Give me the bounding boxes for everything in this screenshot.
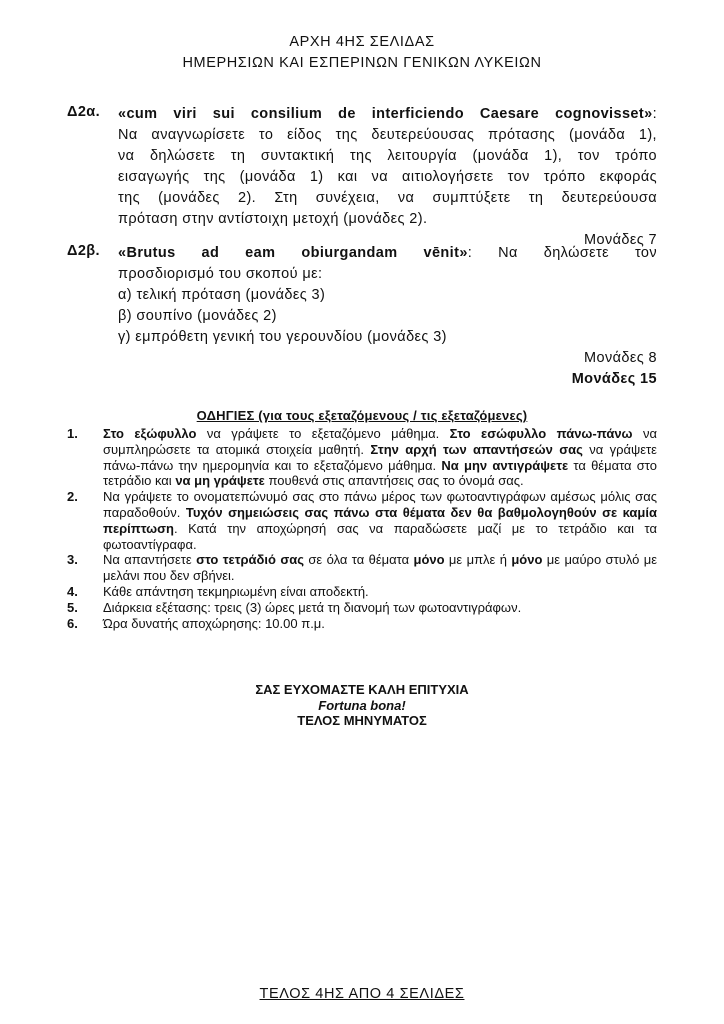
question-text: : Να δηλώσετε τον [467,245,657,261]
page-footer: ΤΕΛΟΣ 4ΗΣ ΑΠΟ 4 ΣΕΛΙΔΕΣ [259,986,465,1002]
instruction-segment: . Κατά την αποχώρησή σας να παραδώσετε μαζί με το τετράδιο και τα φωτοαντίγραφα. [103,520,657,552]
instruction-emphasis: μόνο [511,552,543,568]
latin-quote: «cum viri sui consilium de interficiendo Caesare cognovisset» [118,106,653,122]
instruction-segment: να συμπληρώσετε τα ατομικά στοιχεία μαθητή. [103,426,657,457]
instruction-text [103,600,657,616]
instructions-list [67,426,657,631]
closing-line-3: ΤΕΛΟΣ ΜΗΝΥΜΑΤΟΣ [297,713,427,728]
question-first-line [118,104,657,125]
instruction-segment: τα θέματα στο τετράδιο και [103,457,657,489]
question-line: πρόταση στην αντίστοιχη μετοχή (μονάδες 2). [118,211,428,227]
question-d2a [67,104,657,251]
instruction-item [67,616,657,632]
instruction-emphasis: Στο εξώφυλλο [103,426,197,441]
instruction-segment: Διάρκεια εξέτασης: τρεις (3) ώρες μετά τη διανομή των φωτοαντιγράφων. [103,599,522,615]
question-total-marks: Μονάδες 15 [571,371,657,387]
question-marks: Μονάδες 7 [584,232,657,248]
instruction-segment: Ώρα δυνατής αποχώρησης: 10.00 π.μ. [103,615,325,631]
instruction-number: 4. [67,583,78,599]
question-d2b [67,243,657,390]
question-line: εισαγωγής της (μονάδα 1) και να αιτιολογήσετε τον τρόπο εκφοράς [118,169,657,185]
quote-colon: : [652,106,657,122]
question-line: να δηλώσετε τη συντακτική της λειτουργία (μονάδα 1), τον τρόπο [118,148,657,164]
instruction-emphasis: Στο εσώφυλλο πάνω-πάνω [449,426,633,441]
question-line: προσδιορισμό του σκοπού με: [118,266,323,282]
question-first-line [118,243,657,264]
instruction-emphasis: Στην αρχή των απαντήσεών σας [370,441,583,457]
instruction-number: 5. [67,599,78,615]
instruction-segment: να γράψετε πάνω-πάνω την ημερομηνία και το εξεταζόμενο μάθημα. [103,441,657,473]
instruction-segment: με μαύρο στυλό με μελάνι που δεν σβήνει. [103,552,658,584]
instruction-item [67,552,657,584]
instruction-item [67,426,657,489]
instruction-text [103,584,657,600]
instruction-segment: Να απαντήσετε [103,552,197,568]
page-header-line-2: ΗΜΕΡΗΣΙΩΝ ΚΑΙ ΕΣΠΕΡΙΝΩΝ ΓΕΝΙΚΩΝ ΛΥΚΕΙΩΝ [182,55,542,71]
question-label: Δ2α. [67,104,101,120]
question-body [118,104,657,251]
instruction-segment: να γράψετε το εξεταζόμενο μάθημα. [196,426,450,441]
instruction-text [103,426,657,489]
instruction-segment: Να γράψετε το ονοματεπώνυμό σας στο πάνω μέρος των φωτοαντιγράφων αμέσως μόλις σας παραδοθούν. [103,489,657,520]
question-body [118,243,657,390]
instruction-item [67,600,657,616]
question-line: Να αναγνωρίσετε το είδος της δευτερεύουσας πρότασης (μονάδα 1), [118,127,657,143]
instruction-emphasis: Να μην αντιγράψετε [441,457,569,473]
instructions-title: ΟΔΗΓΙΕΣ (για τους εξεταζόμενους / τις εξεταζόμενες) [196,408,528,423]
instruction-segment: πουθενά στις απαντήσεις σας το όνομά σας. [264,473,524,489]
latin-quote: «Brutus ad eam obiurgandam vēnit» [118,245,468,261]
question-line: β) σουπίνο (μονάδες 2) [118,308,277,324]
instruction-segment: Κάθε απάντηση τεκμηριωμένη είναι αποδεκτή. [103,583,369,599]
question-label: Δ2β. [67,243,100,259]
question-marks: Μονάδες 8 [584,350,657,366]
instruction-number: 3. [67,552,78,568]
instruction-text [103,489,657,552]
instruction-number: 2. [67,489,78,505]
instruction-text [103,616,657,632]
instruction-item [67,584,657,600]
question-line: α) τελική πρόταση (μονάδες 3) [118,287,326,303]
question-line: της (μονάδες 2). Στη συνέχεια, να συμπτύξετε τη δευτερεύουσα [118,190,657,206]
closing-line-2: Fortuna bona! [318,697,406,713]
instruction-emphasis: στο τετράδιό σας [196,552,305,568]
instruction-emphasis: μόνο [413,552,445,568]
instruction-segment: σε όλα τα θέματα [304,552,414,568]
instruction-text [103,552,657,584]
instruction-emphasis: Τυχόν σημειώσεις σας πάνω στα θέματα δεν θα βαθμολογηθούν σε καμία περίπτωση [103,504,657,536]
closing-message [0,682,724,729]
instruction-item [67,489,657,552]
instruction-segment: με μπλε ή [444,552,512,568]
instruction-emphasis: να μη γράψετε [175,473,265,489]
instruction-number: 6. [67,615,78,631]
instruction-number: 1. [67,426,78,441]
question-line: γ) εμπρόθετη γενική του γερουνδίου (μονάδες 3) [118,329,447,345]
closing-line-1: ΣΑΣ ΕΥΧΟΜΑΣΤΕ ΚΑΛΗ ΕΠΙΤΥΧΙΑ [255,682,469,697]
page-header-line-1: ΑΡΧΗ 4ΗΣ ΣΕΛΙΔΑΣ [289,34,435,50]
